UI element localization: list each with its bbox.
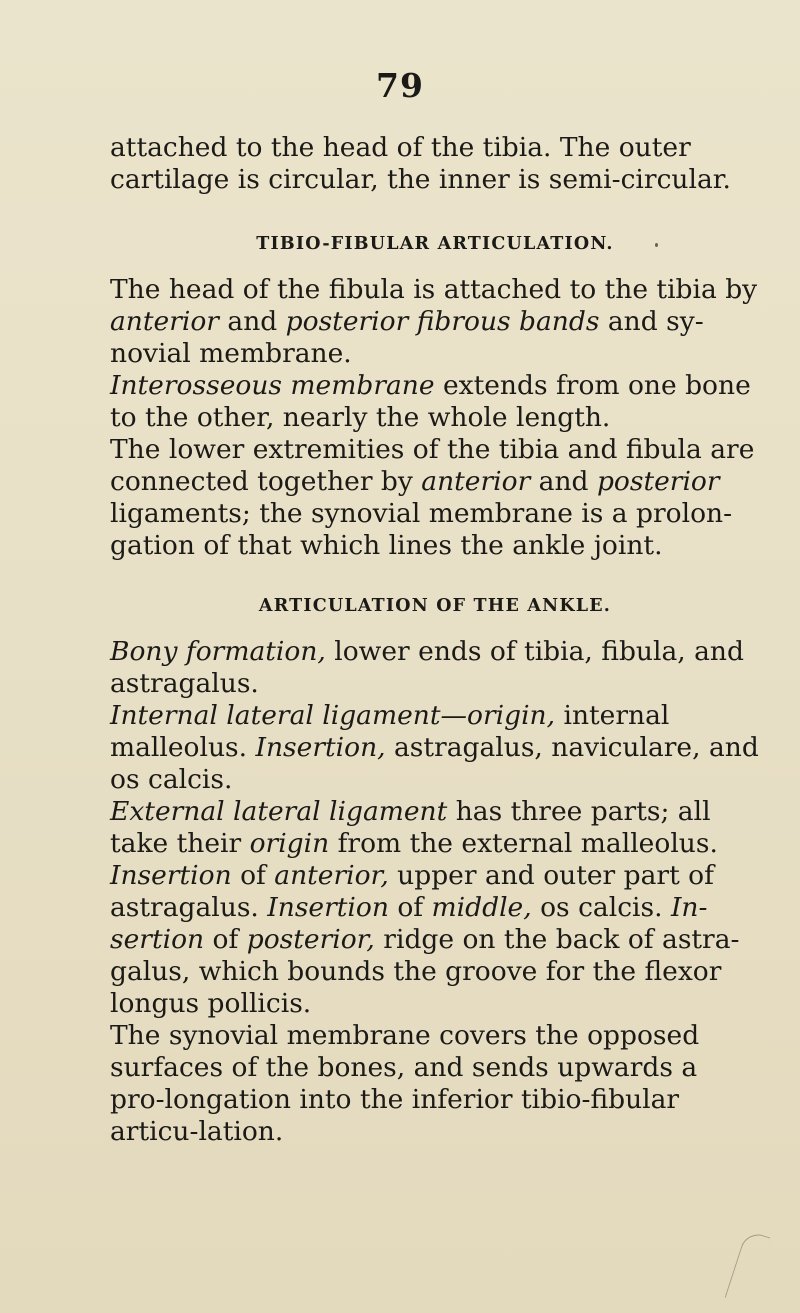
text: and (530, 466, 597, 497)
paragraph-bony-formation (110, 636, 760, 700)
page-corner-mark (725, 1230, 771, 1305)
paragraph-external-lateral-ligament (110, 796, 760, 1020)
paragraph-synovial-membrane: The synovial membrane covers the opposed surfaces of the bones, and sends upwards a pro-longation into the inferior tibio-fibular articu-lation. (110, 1020, 700, 1147)
italic-term: anterior (421, 466, 531, 497)
text: and (218, 306, 286, 337)
italic-term: Insertion, (255, 732, 386, 763)
text: extends from one bone to the other, nearly the whole length. (110, 370, 751, 433)
text: upper and outer part of astragalus. (110, 860, 714, 923)
text: from the external malleolus. (329, 828, 718, 859)
italic-term: posterior fibrous bands (285, 306, 600, 337)
italic-term: anterior, (274, 860, 389, 891)
paragraph-fibula-head (110, 274, 760, 370)
italic-term: Interosseous membrane (110, 370, 435, 401)
italic-term: Insertion (110, 860, 232, 891)
text: os calcis. (531, 892, 671, 923)
text: lower ends of tibia, fibula, and astragalus. (110, 636, 744, 699)
italic-term: origin (249, 828, 330, 859)
paragraph-lower-extremities (110, 434, 760, 562)
text: The head of the fibula is attached to the tibia by (110, 274, 758, 305)
text: of (204, 924, 247, 955)
paper-speck (655, 243, 658, 247)
italic-term: posterior, (246, 924, 375, 955)
body-text (110, 132, 760, 1148)
text: of (388, 892, 432, 923)
italic-term: In-sertion (110, 892, 708, 955)
paragraph-cartilage: attached to the head of the tibia. The outer cartilage is circular, the inner is semi-circular. (110, 132, 731, 195)
heading-tibio-fibular-articulation: TIBIO-FIBULAR ARTICULATION. (256, 234, 614, 254)
paragraph-internal-lateral-ligament (110, 700, 760, 796)
heading-articulation-of-ankle: ARTICULATION OF THE ANKLE. (258, 596, 612, 616)
text: and sy-novial membrane. (110, 306, 704, 369)
italic-term: anterior (110, 306, 219, 337)
page-number: 79 (376, 66, 424, 105)
text: ridge on the back of astra-galus, which bounds the groove for the flexor longus pollicis. (110, 924, 740, 1019)
italic-term: Internal lateral ligament—origin, (110, 700, 556, 731)
italic-term: Insertion (267, 892, 389, 923)
text: The lower extremities of the tibia and fibula are connected together by (110, 434, 755, 497)
text: of (231, 860, 275, 891)
paragraph-interosseous (110, 370, 760, 434)
text: ligaments; the synovial membrane is a prolon-gation of that which lines the ankle joint. (110, 498, 733, 561)
italic-term: posterior (596, 466, 720, 497)
text: astragalus, naviculare, and os calcis. (110, 732, 759, 795)
italic-term: middle, (431, 892, 532, 923)
italic-term: Bony formation, (110, 636, 326, 667)
text: has three parts; all take their (110, 796, 711, 859)
text: internal malleolus. (110, 700, 670, 763)
italic-term: External lateral ligament (110, 796, 448, 827)
